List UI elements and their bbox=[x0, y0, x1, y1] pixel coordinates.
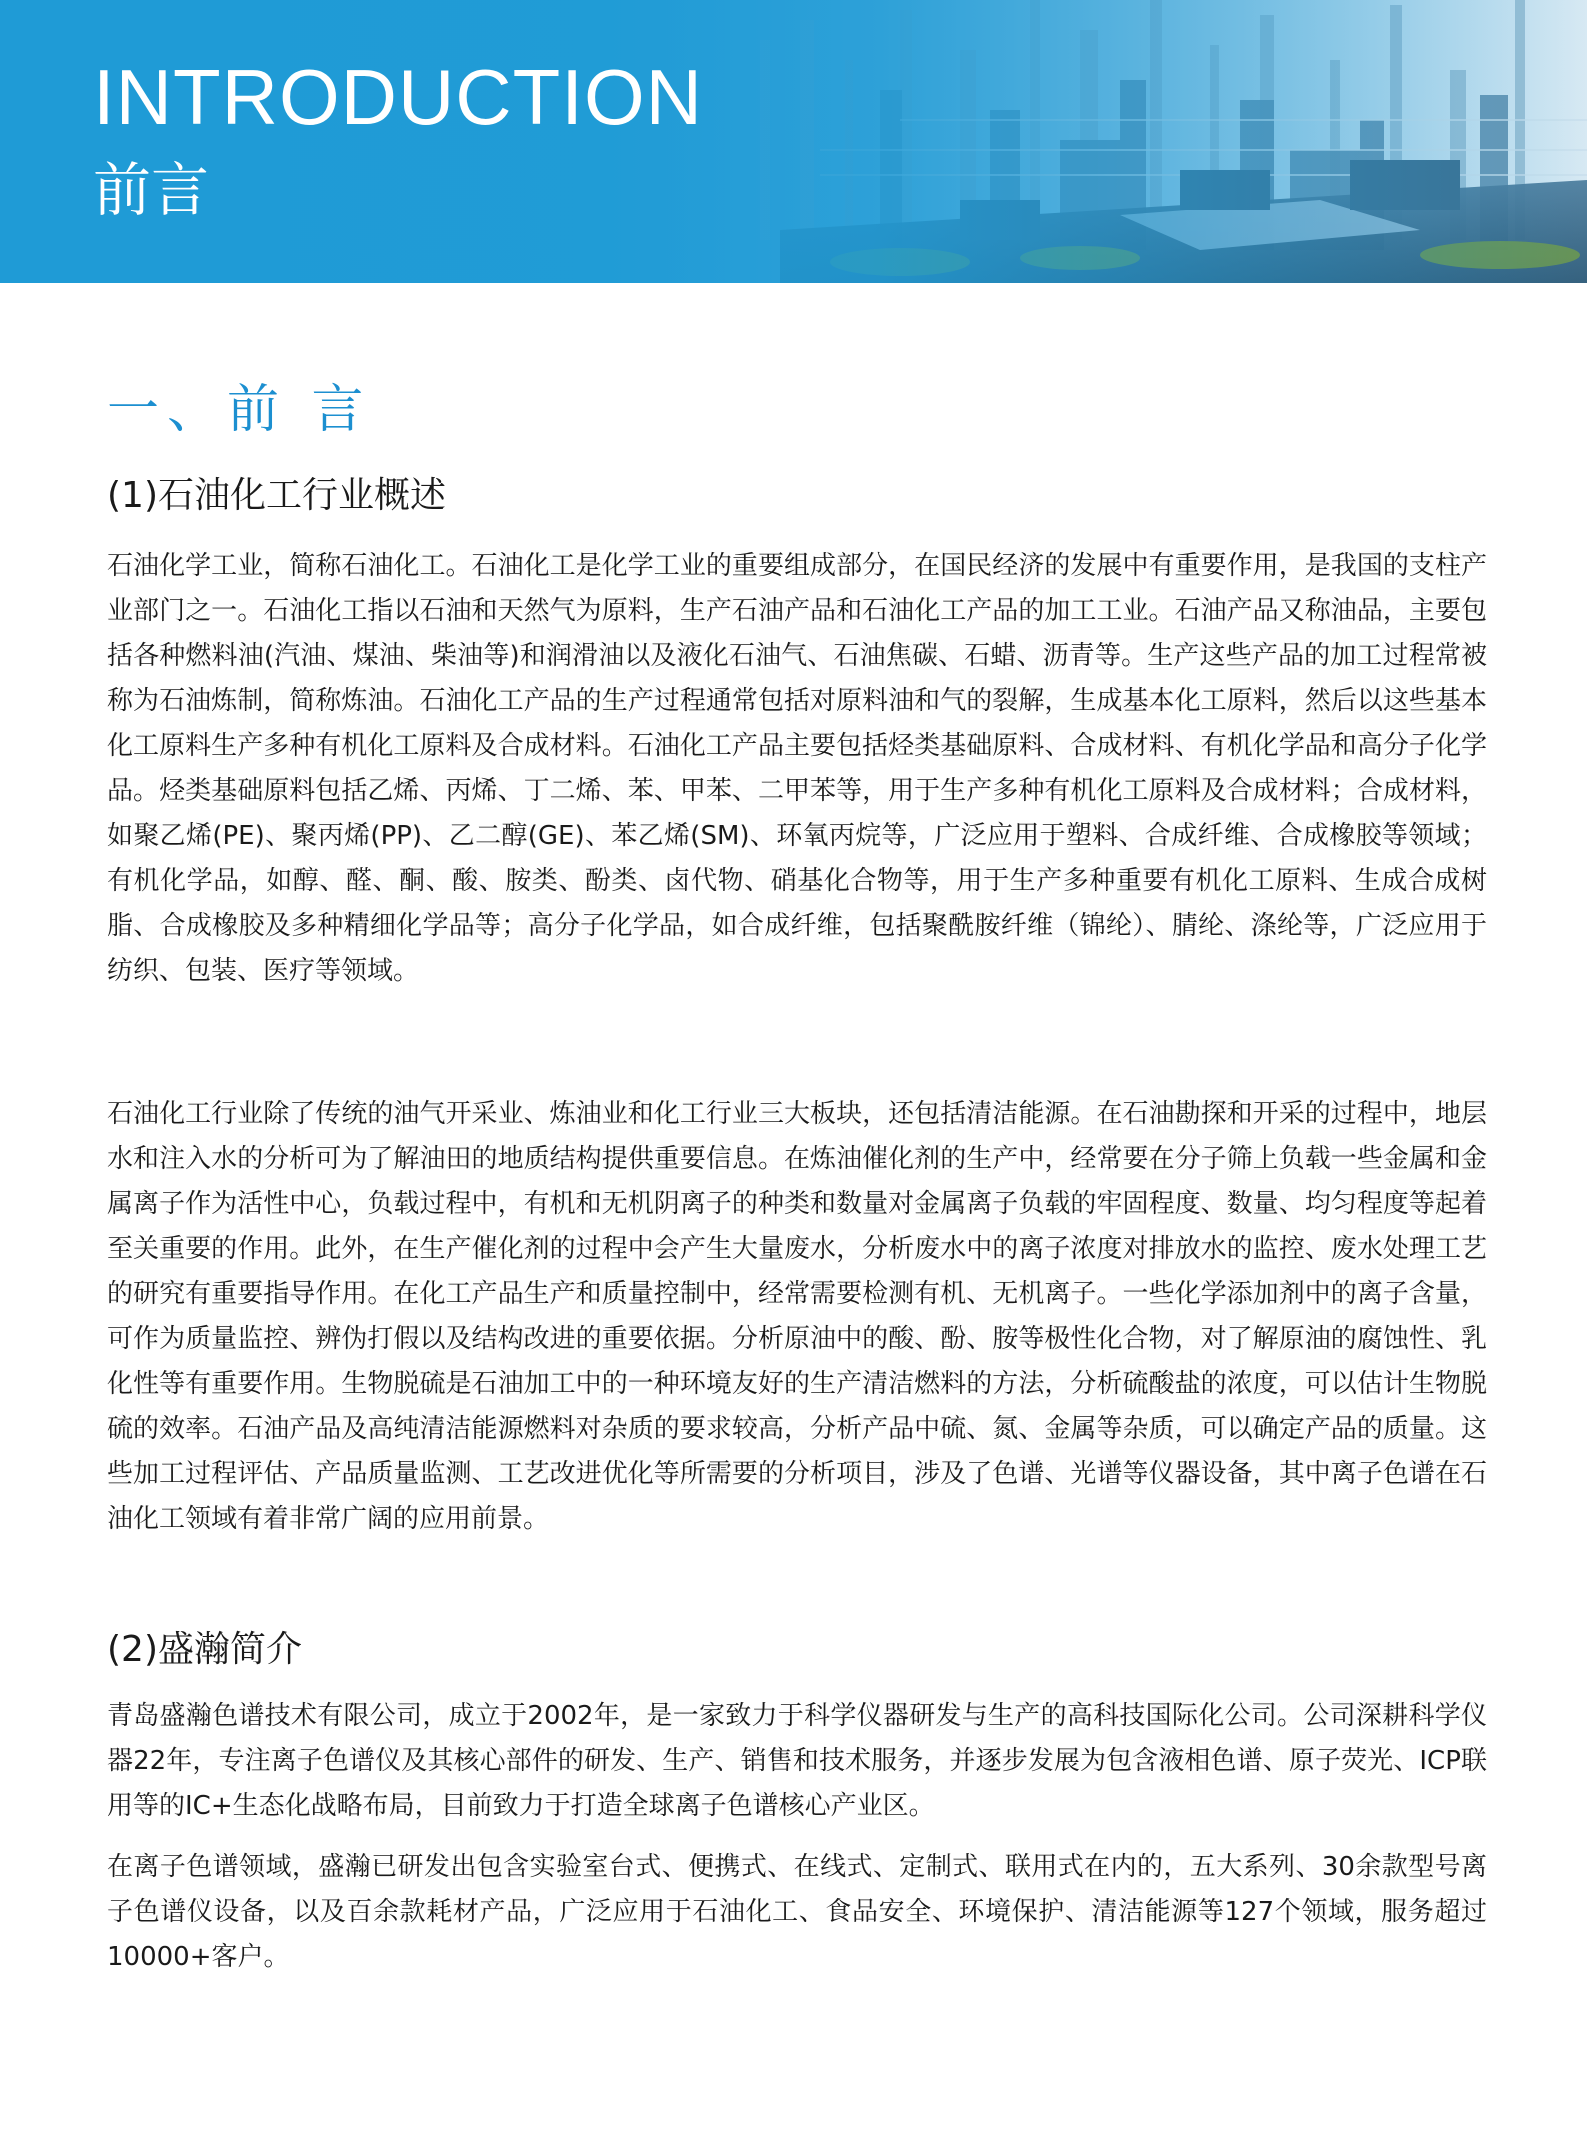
paragraph-company-products: 在离子色谱领域，盛瀚已研发出包含实验室台式、便携式、在线式、定制式、联用式在内的，五大系列、30余款型号离子色谱仪设备，以及百余款耗材产品，广泛应用于石油化工、食品安全、环境保护、清洁能源等127个领域，服务超过10000+客户。 bbox=[107, 1852, 1487, 1972]
header-banner bbox=[0, 0, 1587, 283]
banner-title-english: INTRODUCTION bbox=[93, 53, 703, 141]
main-content bbox=[107, 370, 1487, 1980]
banner-title-chinese: 前言 bbox=[93, 156, 210, 224]
subheading-industry-overview: (1)石油化工行业概述 bbox=[107, 475, 446, 516]
paragraph-industry-overview: 石油化学工业，简称石油化工。石油化工是化学工业的重要组成部分，在国民经济的发展中有重要作用，是我国的支柱产业部门之一。石油化工指以石油和天然气为原料，生产石油产品和石油化工产品的加工工业。石油产品又称油品，主要包括各种燃料油(汽油、煤油、柴油等)和润滑油以及液化石油气、石油焦碳、石蜡、沥青等。生产这些产品的加工过程常被称为石油炼制，简称炼油。石油化工产品的生产过程通常包括对原料油和气的裂解，生成基本化工原料，然后以这些基本化工原料生产多种有机化工原料及合成材料。石油化工产品主要包括烃类基础原料、合成材料、有机化学品和高分子化学品。烃类基础原料包括乙烯、丙烯、丁二烯、苯、甲苯、二甲苯等，用于生产多种有机化工原料及合成材料；合成材料，如聚乙烯(PE)、聚丙烯(PP)、乙二醇(GE)、苯乙烯(SM)、环氧丙烷等，广泛应用于塑料、合成纤维、合成橡胶等领域；有机化学品，如醇、醛、酮、酸、胺类、酚类、卤代物、硝基化合物等，用于生产多种重要有机化工原料、生成合成树脂、合成橡胶及多种精细化学品等；高分子化学品，如合成纤维，包括聚酰胺纤维（锦纶）、腈纶、涤纶等，广泛应用于纺织、包装、医疗等领域。 bbox=[107, 551, 1487, 986]
paragraph-company-intro: 青岛盛瀚色谱技术有限公司，成立于2002年，是一家致力于科学仪器研发与生产的高科技国际化公司。公司深耕科学仪器22年，专注离子色谱仪及其核心部件的研发、生产、销售和技术服务，并逐步发展为包含液相色谱、原子荧光、ICP联用等的IC+生态化战略布局，目前致力于打造全球离子色谱核心产业区。 bbox=[107, 1701, 1487, 1821]
section-heading: 一、前 言 bbox=[107, 380, 372, 440]
subheading-company-intro: (2)盛瀚简介 bbox=[107, 1629, 302, 1670]
paragraph-industry-analysis: 石油化工行业除了传统的油气开采业、炼油业和化工行业三大板块，还包括清洁能源。在石油勘探和开采的过程中，地层水和注入水的分析可为了解油田的地质结构提供重要信息。在炼油催化剂的生产中，经常要在分子筛上负载一些金属和金属离子作为活性中心，负载过程中，有机和无机阴离子的种类和数量对金属离子负载的牢固程度、数量、均匀程度等起着至关重要的作用。此外，在生产催化剂的过程中会产生大量废水，分析废水中的离子浓度对排放水的监控、废水处理工艺的研究有重要指导作用。在化工产品生产和质量控制中，经常需要检测有机、无机离子。一些化学添加剂中的离子含量，可作为质量监控、辨伪打假以及结构改进的重要依据。分析原油中的酸、酚、胺等极性化合物，对了解原油的腐蚀性、乳化性等有重要作用。生物脱硫是石油加工中的一种环境友好的生产清洁燃料的方法，分析硫酸盐的浓度，可以估计生物脱硫的效率。石油产品及高纯清洁能源燃料对杂质的要求较高，分析产品中硫、氮、金属等杂质，可以确定产品的质量。这些加工过程评估、产品质量监测、工艺改进优化等所需要的分析项目，涉及了色谱、光谱等仪器设备，其中离子色谱在石油化工领域有着非常广阔的应用前景。 bbox=[107, 1099, 1487, 1534]
